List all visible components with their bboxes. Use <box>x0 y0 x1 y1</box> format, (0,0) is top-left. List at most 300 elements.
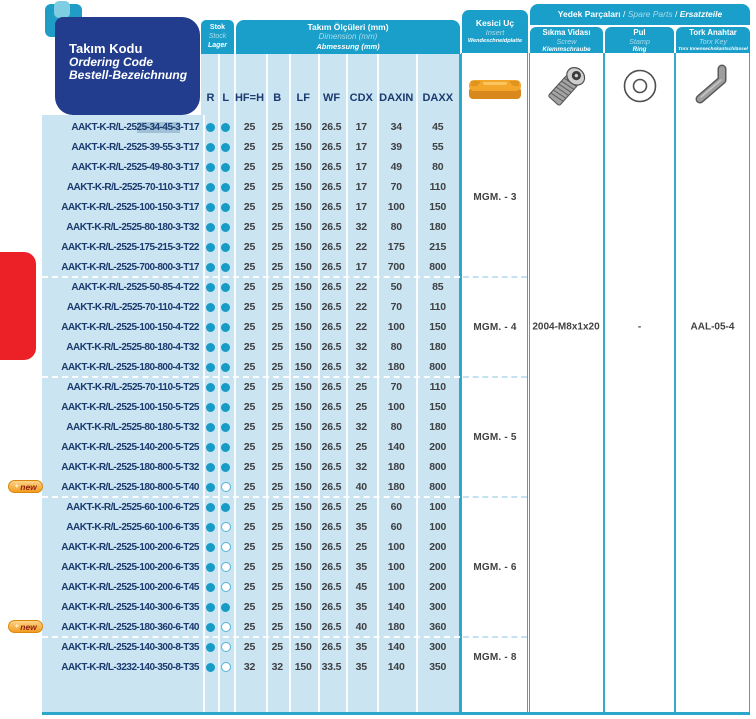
stock-l-cell <box>218 297 234 317</box>
stock-l-cell <box>218 457 234 477</box>
stock-r-cell <box>203 317 218 337</box>
screw-tr: Sıkma Vidası <box>542 28 591 37</box>
value-lf: 150 <box>294 441 312 453</box>
title-en: Ordering Code <box>69 55 154 69</box>
value-wf: 26.5 <box>321 601 342 613</box>
torx-tr: Tork Anahtar <box>689 28 737 37</box>
screw-icon <box>530 58 603 114</box>
value-wf: 26.5 <box>321 201 342 213</box>
table-row[interactable] <box>42 377 460 397</box>
star-icon: ✦ <box>14 623 20 630</box>
stock-r-cell <box>203 517 218 537</box>
value-wf: 26.5 <box>321 401 342 413</box>
value-lf: 150 <box>294 561 312 573</box>
dims-en: Dimension (mm) <box>318 32 378 41</box>
value-daxin: 100 <box>387 541 405 553</box>
value-daxin: 80 <box>390 341 402 353</box>
table-row[interactable] <box>42 497 460 517</box>
value-hf=h: 25 <box>243 501 256 513</box>
stock-l-dot-filled <box>221 263 230 272</box>
ordering-code: AAKT-K-R/L-2525-180-360-6-T40 <box>61 621 199 633</box>
value-daxin: 39 <box>390 141 402 153</box>
value-lf: 150 <box>294 401 312 413</box>
ordering-code: AAKT-K-R/L-2525-70-110-4-T22 <box>66 301 199 313</box>
value-wf: 26.5 <box>321 541 342 553</box>
value-cdx: 25 <box>355 441 367 453</box>
spare-value-torx: AAL-05-4 <box>690 321 735 333</box>
value-b: 25 <box>271 501 283 513</box>
value-lf: 150 <box>294 161 312 173</box>
value-hf=h: 25 <box>243 621 256 633</box>
stock-l-cell <box>218 137 234 157</box>
value-wf: 26.5 <box>321 261 342 273</box>
value-daxx: 85 <box>432 281 444 293</box>
value-cdx: 17 <box>355 161 367 173</box>
ordering-code: AAKT-K-R/L-2525-180-800-4-T32 <box>61 361 199 373</box>
washer-en: Stamp <box>629 36 650 46</box>
stock-l-cell <box>218 377 234 397</box>
value-b: 25 <box>271 241 283 253</box>
spare-sep2: / <box>672 9 680 19</box>
value-hf=h: 25 <box>243 121 256 133</box>
value-daxx: 150 <box>429 401 447 413</box>
value-daxx: 110 <box>429 181 446 193</box>
table-row[interactable] <box>14 617 460 637</box>
value-hf=h: 32 <box>243 661 256 673</box>
value-cdx: 32 <box>355 461 367 473</box>
stock-r-cell <box>203 437 218 457</box>
value-hf=h: 25 <box>243 201 256 213</box>
stock-r-cell <box>203 337 218 357</box>
value-cdx: 35 <box>355 661 367 673</box>
ordering-code: AAKT-K-R/L-2525-80-180-3-T32 <box>66 221 199 233</box>
value-b: 32 <box>271 661 283 673</box>
table-row[interactable] <box>42 417 460 437</box>
value-hf=h: 25 <box>243 481 256 493</box>
value-wf: 26.5 <box>321 421 342 433</box>
value-daxx: 180 <box>429 341 447 353</box>
stock-l-cell <box>218 597 234 617</box>
value-b: 25 <box>271 561 283 573</box>
value-cdx: 40 <box>355 621 367 633</box>
spare-value-washer: - <box>637 321 642 333</box>
value-wf: 26.5 <box>321 521 342 533</box>
value-b: 25 <box>271 521 283 533</box>
value-wf: 26.5 <box>321 181 342 193</box>
stock-r-dot-filled <box>206 543 215 552</box>
value-daxin: 50 <box>390 281 402 293</box>
value-lf: 150 <box>294 421 312 433</box>
value-cdx: 22 <box>355 241 367 253</box>
table-row[interactable] <box>42 157 460 177</box>
title-de: Bestell-Bezeichnung <box>69 68 188 82</box>
stock-r-cell <box>203 617 218 637</box>
title-tr: Takım Kodu <box>69 41 143 56</box>
value-daxin: 180 <box>387 461 405 473</box>
value-lf: 150 <box>294 281 312 293</box>
washer-column <box>604 53 675 713</box>
table-row[interactable] <box>42 117 460 137</box>
table-row[interactable] <box>14 477 460 497</box>
stock-l-cell <box>218 537 234 557</box>
table-row[interactable] <box>42 397 460 417</box>
value-cdx: 22 <box>355 281 367 293</box>
value-hf=h: 25 <box>243 381 256 393</box>
value-b: 25 <box>271 461 283 473</box>
stock-l-dot-filled <box>221 323 230 332</box>
value-daxx: 800 <box>429 361 447 373</box>
value-wf: 26.5 <box>321 121 342 133</box>
stock-r-dot-filled <box>206 623 215 632</box>
value-cdx: 35 <box>355 601 367 613</box>
spare-en: Spare Parts <box>627 9 673 19</box>
value-b: 25 <box>271 121 283 133</box>
stock-l-cell <box>218 617 234 637</box>
stock-l-cell <box>218 257 234 277</box>
value-wf: 26.5 <box>321 301 342 313</box>
screw-de: Klemmschraube <box>542 45 591 53</box>
screw-en: Screw <box>556 36 577 46</box>
value-cdx: 25 <box>355 401 367 413</box>
value-hf=h: 25 <box>243 141 256 153</box>
value-hf=h: 25 <box>243 641 256 653</box>
value-daxx: 100 <box>429 521 447 533</box>
stock-l-dot-filled <box>221 243 230 252</box>
stock-l-dot-open <box>221 642 231 652</box>
value-hf=h: 25 <box>243 441 256 453</box>
stock-r-dot-filled <box>206 403 215 412</box>
value-daxx: 360 <box>429 621 447 633</box>
column-header-r: R <box>206 91 215 104</box>
table-row[interactable] <box>42 437 460 457</box>
value-b: 25 <box>271 321 283 333</box>
value-lf: 150 <box>294 641 312 653</box>
stock-l-cell <box>218 317 234 337</box>
stock-l-dot-filled <box>221 203 230 212</box>
ordering-code: AAKT-K-R/L-2525-180-800-5-T32 <box>61 461 199 473</box>
stock-l-dot-filled <box>221 183 230 192</box>
value-daxx: 80 <box>432 161 444 173</box>
insert-code-label: MGM. - 4 <box>473 321 517 333</box>
screw-column <box>529 53 604 713</box>
value-lf: 150 <box>294 321 312 333</box>
value-lf: 150 <box>294 381 312 393</box>
stock-l-dot-filled <box>221 223 230 232</box>
value-b: 25 <box>271 361 283 373</box>
value-daxx: 200 <box>429 581 447 593</box>
stock-l-dot-open <box>221 562 231 572</box>
value-daxx: 45 <box>432 121 444 133</box>
value-daxx: 800 <box>429 461 447 473</box>
table-row[interactable] <box>42 577 460 597</box>
value-b: 25 <box>271 581 283 593</box>
ordering-code: AAKT-K-R/L-2525-80-180-4-T32 <box>66 341 199 353</box>
value-cdx: 17 <box>355 181 367 193</box>
stock-l-dot-filled <box>221 423 230 432</box>
stock-l-dot-open <box>221 522 231 532</box>
column-header-hf=h: HF=H <box>234 91 265 104</box>
stock-l-dot-filled <box>221 363 230 372</box>
value-daxin: 80 <box>390 421 402 433</box>
stock-l-cell <box>218 477 234 497</box>
table-row[interactable] <box>42 177 460 197</box>
ordering-code: AAKT-K-R/L-2525-100-150-3-T17 <box>61 201 199 213</box>
stock-r-dot-filled <box>206 643 215 652</box>
value-hf=h: 25 <box>243 361 256 373</box>
group-divider <box>42 496 460 498</box>
spare-parts-band <box>530 4 750 25</box>
ordering-code: AAKT-K-R/L-2525-100-200-6-T45 <box>61 581 199 593</box>
value-hf=h: 25 <box>243 221 256 233</box>
stock-l-dot-open <box>221 622 231 632</box>
value-wf: 26.5 <box>321 621 342 633</box>
stock-l-dot-filled <box>221 343 230 352</box>
value-daxx: 300 <box>429 641 447 653</box>
value-hf=h: 25 <box>243 181 256 193</box>
insert-code-label: MGM. - 8 <box>473 651 517 663</box>
stock-r-dot-filled <box>206 503 215 512</box>
value-daxin: 100 <box>387 321 405 333</box>
column-header-daxin: DAXIN <box>379 91 414 104</box>
new-badge-label: new <box>20 481 37 492</box>
value-cdx: 32 <box>355 221 367 233</box>
stock-l-dot-filled <box>221 143 230 152</box>
spare-tr: Yedek Parçaları <box>557 9 621 19</box>
value-cdx: 35 <box>355 641 367 653</box>
value-hf=h: 25 <box>243 401 256 413</box>
value-b: 25 <box>271 381 283 393</box>
stock-l-dot-filled <box>221 463 230 472</box>
value-hf=h: 25 <box>243 301 256 313</box>
value-daxin: 140 <box>387 601 405 613</box>
value-b: 25 <box>271 261 283 273</box>
stock-r-cell <box>203 557 218 577</box>
value-hf=h: 25 <box>243 281 256 293</box>
red-section-tab[interactable] <box>0 252 36 360</box>
value-wf: 26.5 <box>321 481 342 493</box>
column-header-row <box>42 80 460 115</box>
ordering-code: AAKT-K-R/L-2525-49-80-3-T17 <box>71 161 199 173</box>
table-row[interactable] <box>42 257 460 277</box>
stock-r-dot-filled <box>206 123 215 132</box>
column-header-b: B <box>273 91 282 104</box>
value-daxx: 800 <box>429 481 447 493</box>
ordering-code: AAKT-K-R/L-2525-140-300-6-T35 <box>61 601 199 613</box>
washer-tr: Pul <box>633 28 646 37</box>
value-lf: 150 <box>294 361 312 373</box>
stock-l-dot-filled <box>221 283 230 292</box>
table-bottom-border <box>42 712 750 715</box>
stock-l-cell <box>218 417 234 437</box>
insert-tr: Kesici Uç <box>475 18 515 28</box>
ordering-code: AAKT-K-R/L-2525-39-55-3-T17 <box>71 141 199 153</box>
value-wf: 26.5 <box>321 501 342 513</box>
value-daxin: 100 <box>387 581 405 593</box>
value-b: 25 <box>271 621 283 633</box>
column-header-lf: LF <box>296 91 310 104</box>
stock-r-cell <box>203 177 218 197</box>
value-lf: 150 <box>294 601 312 613</box>
stock-l-dot-filled <box>221 123 230 132</box>
star-icon: ✦ <box>14 483 20 490</box>
table-row[interactable] <box>42 637 460 657</box>
table-row[interactable] <box>42 237 460 257</box>
stock-l-cell <box>218 437 234 457</box>
value-wf: 26.5 <box>321 581 342 593</box>
table-row[interactable] <box>42 357 460 377</box>
stock-r-dot-filled <box>206 163 215 172</box>
value-daxin: 70 <box>390 381 402 393</box>
table-row[interactable] <box>42 137 460 157</box>
value-hf=h: 25 <box>243 461 256 473</box>
value-hf=h: 25 <box>243 261 256 273</box>
stock-l-dot-open <box>221 582 231 592</box>
stock-r-dot-filled <box>206 603 215 612</box>
value-wf: 26.5 <box>321 361 342 373</box>
value-daxx: 200 <box>429 561 447 573</box>
value-wf: 26.5 <box>321 461 342 473</box>
value-lf: 150 <box>294 661 312 673</box>
value-cdx: 22 <box>355 321 367 333</box>
value-daxx: 300 <box>429 601 447 613</box>
value-cdx: 25 <box>355 501 367 513</box>
dimensions-header <box>236 20 460 54</box>
table-row[interactable] <box>42 197 460 217</box>
value-hf=h: 25 <box>243 241 256 253</box>
table-row[interactable] <box>42 277 460 297</box>
value-hf=h: 25 <box>243 321 256 333</box>
stock-l-cell <box>218 357 234 377</box>
value-daxx: 180 <box>429 221 447 233</box>
value-b: 25 <box>271 421 283 433</box>
value-lf: 150 <box>294 461 312 473</box>
stock-r-cell <box>203 657 218 677</box>
value-b: 25 <box>271 541 283 553</box>
value-wf: 26.5 <box>321 221 342 233</box>
column-header-wf: WF <box>322 91 341 104</box>
stock-r-cell <box>203 477 218 497</box>
table-row[interactable] <box>42 217 460 237</box>
stock-tr: Stok <box>209 24 226 31</box>
value-wf: 33.5 <box>321 661 342 673</box>
washer-header <box>605 27 674 53</box>
value-wf: 26.5 <box>321 341 342 353</box>
stock-l-dot-filled <box>221 503 230 512</box>
stock-en: Stock <box>208 33 227 40</box>
stock-r-cell <box>203 297 218 317</box>
stock-r-cell <box>203 157 218 177</box>
torx-header <box>676 27 750 53</box>
table-row[interactable] <box>42 557 460 577</box>
value-b: 25 <box>271 341 283 353</box>
value-cdx: 17 <box>355 261 367 273</box>
stock-l-cell <box>218 517 234 537</box>
stock-l-dot-filled <box>221 383 230 392</box>
stock-l-dot-open <box>221 662 231 672</box>
torx-key-icon <box>676 58 750 114</box>
value-b: 25 <box>271 481 283 493</box>
stock-r-dot-filled <box>206 383 215 392</box>
table-row[interactable] <box>42 337 460 357</box>
value-daxin: 49 <box>390 161 402 173</box>
table-row[interactable] <box>42 517 460 537</box>
value-daxin: 180 <box>387 621 405 633</box>
stock-r-dot-filled <box>206 663 215 672</box>
value-lf: 150 <box>294 481 312 493</box>
value-lf: 150 <box>294 621 312 633</box>
column-header-l: L <box>222 91 230 104</box>
dims-tr: Takım Ölçüleri (mm) <box>307 22 389 32</box>
value-daxx: 55 <box>432 141 444 153</box>
ordering-code: AAKT-K-R/L-2525-700-800-3-T17 <box>61 261 199 273</box>
stock-r-dot-filled <box>206 223 215 232</box>
stock-r-cell <box>203 237 218 257</box>
value-daxx: 150 <box>429 201 447 213</box>
stock-l-dot-filled <box>221 303 230 312</box>
value-daxx: 200 <box>429 541 447 553</box>
washer-icon <box>605 60 674 112</box>
value-wf: 26.5 <box>321 381 342 393</box>
stock-r-cell <box>203 497 218 517</box>
insert-code-label: MGM. - 6 <box>473 561 517 573</box>
table-row[interactable] <box>42 537 460 557</box>
stock-r-dot-filled <box>206 563 215 572</box>
stock-r-cell <box>203 377 218 397</box>
value-cdx: 32 <box>355 421 367 433</box>
stock-r-cell <box>203 577 218 597</box>
insert-header <box>462 10 528 53</box>
stock-r-cell <box>203 457 218 477</box>
table-row[interactable] <box>42 457 460 477</box>
table-row[interactable] <box>42 317 460 337</box>
value-hf=h: 25 <box>243 161 256 173</box>
table-row[interactable] <box>42 597 460 617</box>
new-badge <box>8 480 43 493</box>
stock-r-dot-filled <box>206 303 215 312</box>
group-divider <box>42 276 460 278</box>
ordering-code: AAKT-K-R/L-2525-100-150-5-T25 <box>61 401 199 413</box>
ordering-code: AAKT-K-R/L-2525-60-100-6-T25 <box>66 501 199 513</box>
value-lf: 150 <box>294 581 312 593</box>
value-lf: 150 <box>294 541 312 553</box>
new-badge <box>8 620 43 633</box>
value-b: 25 <box>271 601 283 613</box>
stock-r-dot-filled <box>206 363 215 372</box>
value-cdx: 32 <box>355 341 367 353</box>
value-lf: 150 <box>294 141 312 153</box>
stock-l-dot-filled <box>221 403 230 412</box>
value-daxin: 80 <box>390 221 402 233</box>
stock-r-cell <box>203 397 218 417</box>
text-selection: 25-34-45-3 <box>136 121 181 133</box>
value-daxin: 100 <box>387 401 405 413</box>
value-b: 25 <box>271 641 283 653</box>
value-daxin: 34 <box>390 121 402 133</box>
value-hf=h: 25 <box>243 541 256 553</box>
value-daxin: 140 <box>387 641 405 653</box>
table-row[interactable] <box>42 297 460 317</box>
value-lf: 150 <box>294 501 312 513</box>
stock-r-cell <box>203 417 218 437</box>
ordering-code: AAKT-K-R/L-2525-100-150-4-T22 <box>61 321 199 333</box>
value-hf=h: 25 <box>243 581 256 593</box>
value-lf: 150 <box>294 121 312 133</box>
value-lf: 150 <box>294 221 312 233</box>
value-cdx: 17 <box>355 121 367 133</box>
stock-l-cell <box>218 237 234 257</box>
table-row[interactable] <box>42 657 460 677</box>
dims-de: Abmessung (mm) <box>316 42 380 51</box>
